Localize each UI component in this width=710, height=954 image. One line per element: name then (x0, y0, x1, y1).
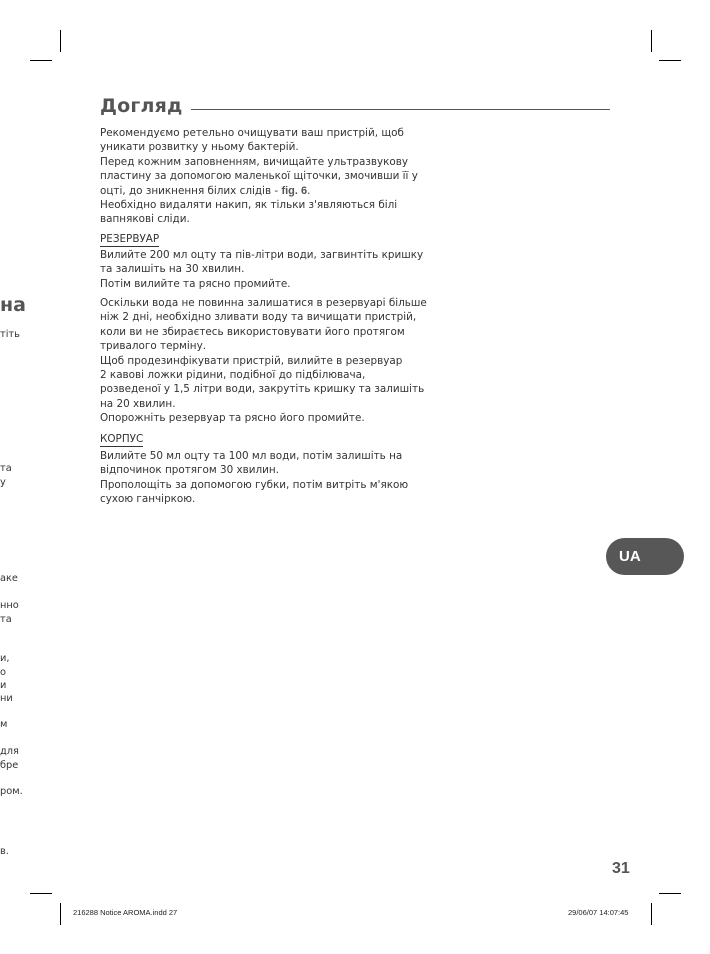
reservoir-line: Опорожніть резервуар та рясно його промийте. (100, 412, 365, 425)
crop-mark (651, 903, 652, 925)
reservoir-paragraph (100, 248, 440, 291)
page-number: 31 (612, 860, 630, 877)
crop-mark (659, 60, 681, 61)
bleed-text: аке (0, 573, 18, 584)
title-rule (191, 109, 610, 110)
section-heading-reservoir: РЕЗЕРВУАР (100, 233, 160, 245)
intro-line: Перед кожним заповненням, вичищайте ультразвукову (100, 155, 409, 168)
reservoir-line: на 20 хвилин. (100, 397, 176, 410)
bleed-text: и (0, 680, 7, 691)
reservoir-line: ніж 2 дні, необхідно зливати воду та вичищати пристрій, (100, 311, 417, 324)
section-heading-body: КОРПУС (100, 433, 144, 445)
figure-reference: fig. 6 (281, 184, 308, 197)
intro-line (100, 184, 440, 198)
body-paragraph (100, 449, 440, 507)
bleed-text: и, (0, 653, 10, 664)
intro-line: Необхідно видаляти накип, як тільки з'являються білі (100, 199, 398, 212)
bleed-text: нно (0, 600, 19, 611)
intro-paragraph (100, 126, 440, 227)
reservoir-line: Вилийте 200 мл оцту та пів-літри води, загвинтіть кришку (100, 249, 424, 261)
crop-mark (659, 893, 681, 894)
crop-mark (60, 903, 61, 925)
intro-line-text: оцті, до зникнення білих слідів - (100, 184, 282, 197)
reservoir-line: та залишіть на 30 хвилин. (100, 263, 245, 276)
reservoir-line: Щоб продезинфікувати пристрій, вилийте в резервуар (100, 354, 403, 367)
bleed-text: у (0, 477, 6, 488)
crop-mark (30, 60, 52, 61)
bleed-text: о (0, 667, 6, 678)
body-line: сухою ганчіркою. (100, 493, 196, 506)
reservoir-line: Оскільки вода не повинна залишатися в резервуарі більше (100, 297, 427, 309)
slug-timestamp: 29/06/07 14:07:45 (568, 908, 629, 917)
reservoir-line: 2 кавові ложки рідини, подібної до підбілювача, (100, 369, 366, 382)
bleed-text: м (0, 719, 8, 730)
body-line: Прополощіть за допомогою губки, потім витріть м'якою (100, 478, 409, 491)
slug-file-info: 216288 Notice AROMA.indd 27 (73, 908, 178, 917)
intro-line: Рекомендуємо ретельно очищувати ваш пристрій, щоб (100, 127, 404, 139)
reservoir-line: коли ви не збираєтесь використовувати його протягом (100, 325, 405, 338)
bleed-text: та (0, 463, 12, 474)
language-badge: UA (606, 538, 684, 575)
intro-line: уникати розвитку у ньому бактерій. (100, 141, 299, 154)
bleed-text: для (0, 746, 19, 757)
crop-mark (60, 30, 61, 52)
crop-mark (651, 30, 652, 52)
reservoir-line: тривалого терміну. (100, 340, 207, 353)
crop-mark (30, 893, 52, 894)
reservoir-paragraph-2 (100, 296, 440, 426)
reservoir-line: Потім вилийте та рясно промийте. (100, 277, 291, 290)
bleed-text: та (0, 614, 12, 625)
intro-line-tail: . (307, 184, 311, 197)
reservoir-line: розведеної у 1,5 літри води, закрутіть кришку та залишіть (100, 383, 425, 396)
bleed-text: тіть (0, 329, 20, 340)
intro-line: вапнякові сліди. (100, 213, 190, 226)
bleed-text: ром. (0, 786, 23, 797)
intro-line: пластину за допомогою маленької щіточки, змочивши її у (100, 170, 418, 183)
bleed-text: ни (0, 693, 13, 704)
body-line: відпочинок протягом 30 хвилин. (100, 464, 280, 477)
page-title: Догляд (100, 95, 183, 117)
bleed-text: в. (0, 846, 9, 857)
bleed-heading: на (0, 294, 26, 316)
body-line: Вилийте 50 мл оцту та 100 мл води, потім залишіть на (100, 450, 403, 462)
bleed-text: бре (0, 760, 19, 771)
